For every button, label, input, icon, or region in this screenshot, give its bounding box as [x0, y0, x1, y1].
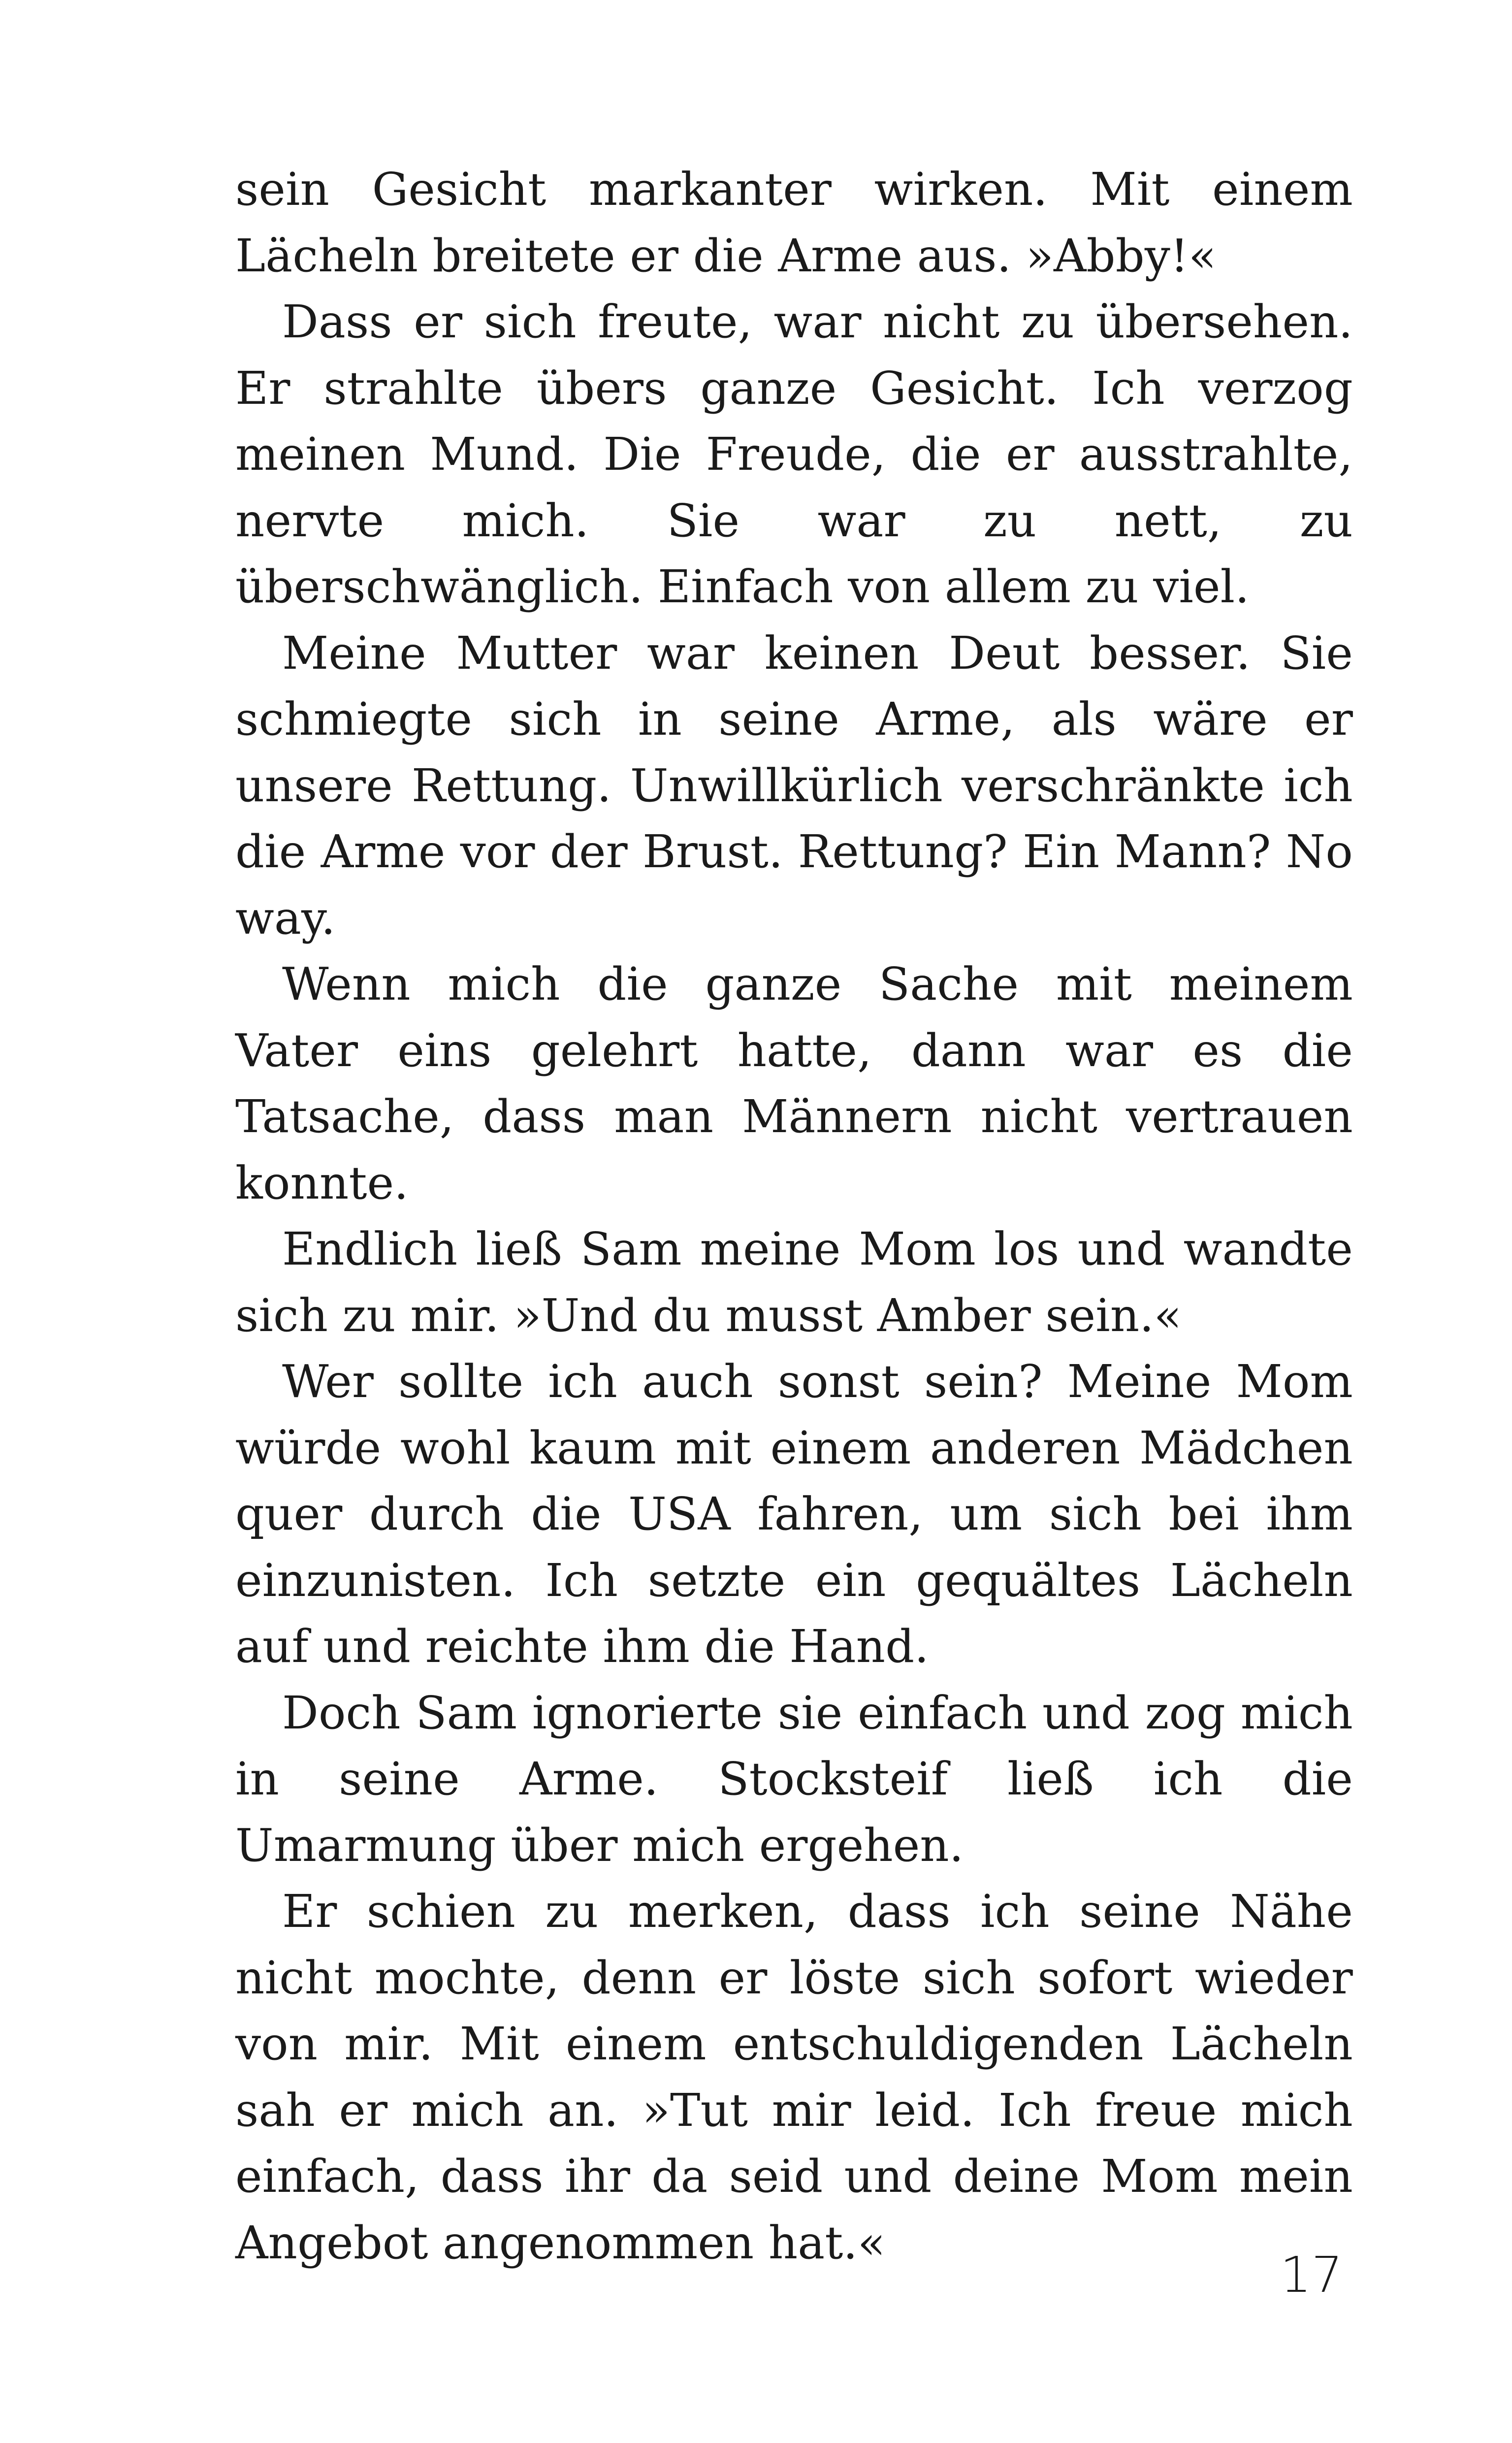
- paragraph: Dass er sich freute, war nicht zu übersehen. Er strahlte übers ganze Gesicht. Ich verzog meinen Mund. Die Freude, die er ausstrahlte, nervte mich. Sie war zu nett, zu überschwänglich. Einfach von allem zu viel.: [235, 295, 1353, 613]
- paragraph: sein Gesicht markanter wirken. Mit einem Lächeln breitete er die Arme aus. »Abby!«: [235, 163, 1353, 282]
- body-text: [235, 157, 1353, 2276]
- paragraph: Meine Mutter war keinen Deut besser. Sie schmiegte sich in seine Arme, als wäre er unsere Rettung. Unwillkürlich verschränkte ich die Arme vor der Brust. Rettung? Ein Mann? No way.: [235, 626, 1353, 945]
- paragraph: Doch Sam ignorierte sie einfach und zog mich in seine Arme. Stocksteif ließ ich die Umarmung über mich ergehen.: [235, 1686, 1353, 1872]
- paragraph: Er schien zu merken, dass ich seine Nähe nicht mochte, denn er löste sich sofort wieder von mir. Mit einem entschuldigenden Lächeln sah er mich an. »Tut mir leid. Ich freue mich einfach, dass ihr da seid und deine Mom mein Angebot angenommen hat.«: [235, 1885, 1353, 2269]
- paragraph: Endlich ließ Sam meine Mom los und wandte sich zu mir. »Und du musst Amber sein.«: [235, 1223, 1353, 1342]
- paragraph: Wer sollte ich auch sonst sein? Meine Mom würde wohl kaum mit einem anderen Mädchen quer durch die USA fahren, um sich bei ihm einzunisten. Ich setzte ein gequältes Lächeln auf und reichte ihm die Hand.: [235, 1355, 1353, 1673]
- page-number: 17: [1280, 2246, 1343, 2304]
- paragraph: Wenn mich die ganze Sache mit meinem Vater eins gelehrt hatte, dann war es die Tatsache, dass man Männern nicht vertrauen konnte.: [235, 958, 1353, 1209]
